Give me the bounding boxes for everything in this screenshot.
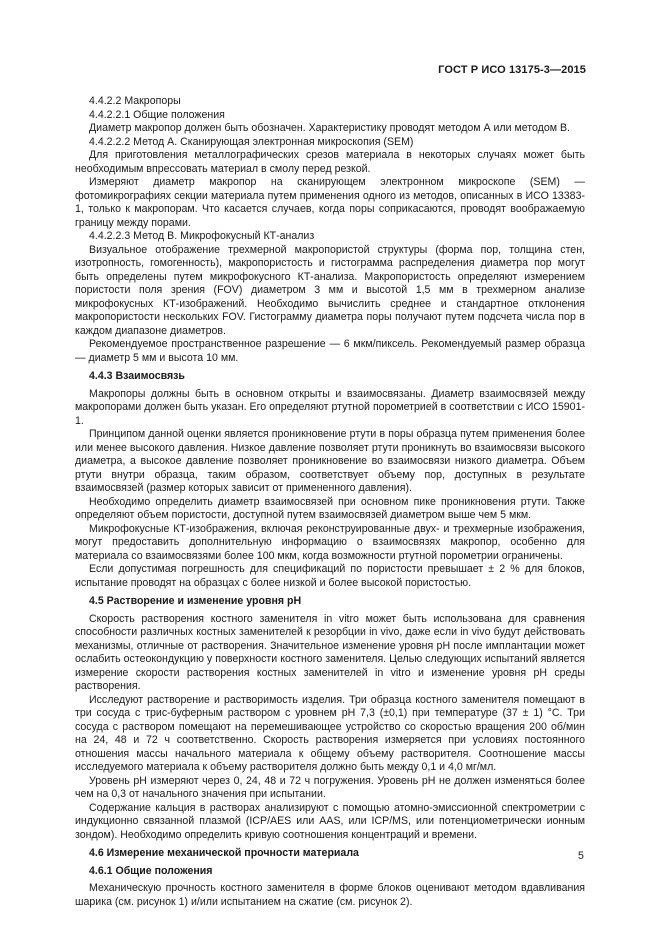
paragraph-calcium-content: Содержание кальция в растворах анализируют с помощью атомно-эмиссионной спектрометрии с индукционно связанной плазмой (ICP/AES или AAS, или ICP/MS, или потенциометрически ионным зондом). Необходимо определить кривую соотношения концентраций и времени. xyxy=(75,801,585,841)
paragraph-microfocus-ct: Микрофокусные КТ-изображения, включая реконструированные двух- и трехмерные изображения, могут предоставить дополнительную информацию о взаимосвязях макропор, особенно для материала со взаимосвязями более 100 мкм, когда возможности ртутной порометрии ограничены. xyxy=(75,522,585,562)
document-body xyxy=(75,95,585,909)
paragraph-mechanical-strength: Механическую прочность костного заменителя в форме блоков оценивают методом вдавливания шарика (см. рисунок 1) и/или испытанием на сжатие (см. рисунок 2). xyxy=(75,882,585,908)
section-title-4-4-2-2: 4.4.2.2 Макропоры xyxy=(89,95,181,107)
paragraph-resolution: Рекомендуемое пространственное разрешение — 6 мкм/пиксель. Рекомендуемый размер образца — диаметр 5 мм и высота 10 мм. xyxy=(75,338,585,364)
paragraph-dissolution-test: Исследуют растворение и растворимость изделия. Три образца костного заменителя помещают в три сосуда с трис-буферным раствором с уровнем рН 7,3 (±0,1) при температуре (37 ± 1) °С. Три сосуда с раствором помещают на перемешивающее устройство со скоростью вращения 200 об/мин на 24, 48 и 72 ч соответственно. Скорость растворения измеряется при условиях постоянного отношения массы начального материала к общему объему растворителя. Соотношение массы исследуемого материала к объему растворителя должно быть между 0,1 и 4,0 мг/мл. xyxy=(75,693,585,773)
standard-header: ГОСТ Р ИСО 13175-3—2015 xyxy=(438,64,586,76)
paragraph-macropore-diameter: Диаметр макропор должен быть обозначен. Характеристику проводят методом А или методом В. xyxy=(89,122,570,134)
section-title-4-4-2-2-1: 4.4.2.2.1 Общие положения xyxy=(89,108,225,121)
section-title-method-a: 4.4.2.2.2 Метод А. Сканирующая электронная микроскопия (SEM) xyxy=(89,135,414,148)
paragraph-sem-measurement: Измеряют диаметр макропор на сканирующем электронном микроскопе (SEM) — фотомикрографиях секции материала путем применения одного из методов, описанных в ИСО 13383-1, только к макропорам. Что касается случаев, когда поры соприкасаются, проводят воображаемую границу между порами. xyxy=(75,176,585,229)
page-number: 5 xyxy=(578,850,584,862)
section-heading-4-4-3: 4.4.3 Взаимосвязь xyxy=(89,370,185,382)
section-heading-4-6-1: 4.6.1 Общие положения xyxy=(89,864,213,877)
section-heading-4-5: 4.5 Растворение и изменение уровня рН xyxy=(89,595,302,607)
paragraph-ph-measurement: Уровень рН измеряют через 0, 24, 48 и 72 ч погружения. Уровень рН не должен изменяться более чем на 0,3 от начального значения при испытании. xyxy=(75,774,585,800)
paragraph-mercury-peak: Необходимо определить диаметр взаимосвязей при основном пике проникновения ртути. Также определяют объем пористости, доступной путем взаимосвязей диаметром выше чем 5 мкм. xyxy=(75,495,585,521)
section-title-method-b: 4.4.2.2.3 Метод В. Микрофокусный КТ-анализ xyxy=(89,230,315,242)
paragraph-ct-analysis: Визуальное отображение трехмерной макропористой структуры (форма пор, толщина стен, изотропность, гомогенность), макропористость и гистограмма распределения диаметра пор могут быть определены путем микрофокусного КТ-анализа. Макропористость определяют измерением пористости поля зрения (FOV) диаметром 3 мм и высотой 1,5 мм в трехмерном анализе микрофокусных КТ-изображений. Необходимо вычислить среднее и стандартное отклонения макропористости нескольких FOV. Гистограмму диаметра поры получают путем подсчета числа пор в каждом диапазоне диаметров. xyxy=(75,243,585,337)
paragraph-resin-pressing: Для приготовления металлографических срезов материала в некоторых случаях может быть необходимым впрессовать материал в смолу перед резкой. xyxy=(75,149,585,175)
section-heading-4-6: 4.6 Измерение механической прочности материала xyxy=(89,847,359,859)
paragraph-tolerance: Если допустимая погрешность для спецификаций по пористости превышает ± 2 % для блоков, испытание проводят на образцах с более низкой и более высокой пористостью. xyxy=(75,563,585,589)
paragraph-mercury-principle: Принципом данной оценки является проникновение ртути в поры образца путем применения более или менее высокого давления. Низкое давление позволяет ртути проникнуть во взаимосвязи высокого диаметра, а высокое давление позволяет проникновение во взаимосвязи низкого диаметра. Объем ртути внутри образца, таким образом, соответствует объему пор, доступных в результате взаимосвязей (размер которых зависит от примененного давления). xyxy=(75,428,585,494)
paragraph-dissolution-rate: Скорость растворения костного заменителя in vitro может быть использована для сравнения способности различных костных заменителей к резорбции in vivo, даже если in vivo будут действовать механизмы, отличные от растворения. Значительное изменение уровня рН после имплантации может ослабить остеокондукцию у поверхности костного заменителя. Целью следующих испытаний является измерение скорости растворения костных заменителей in vitro и изменение уровня рН среды растворения. xyxy=(75,612,585,692)
paragraph-interconnection: Макропоры должны быть в основном открыты и взаимосвязаны. Диаметр взаимосвязей между макропорами должен быть указан. Его определяют ртутной порометрией в соответствии с ИСО 15901-1. xyxy=(75,387,585,427)
